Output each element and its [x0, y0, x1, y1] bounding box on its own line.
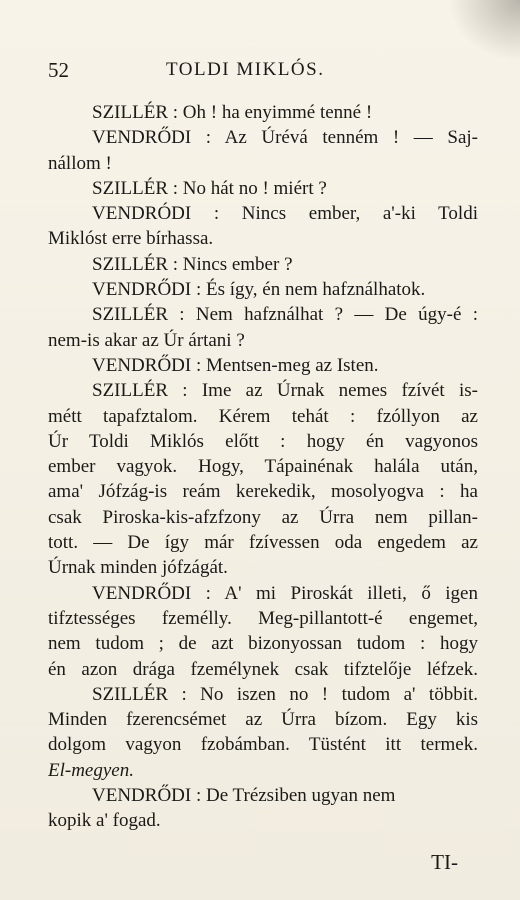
dialogue-line: VENDRŐDI : Mentsen-meg az Isten. — [92, 354, 379, 376]
dialogue-line: SZILLÉR : No hát no ! miért ? — [92, 177, 327, 199]
dialogue-line: VENDRÓDI : Nincs ember, a'-ki Toldi — [92, 203, 478, 225]
page-header — [48, 58, 488, 90]
dialogue-line: SZILLÉR : No iszen no ! tudom a' többit. — [92, 683, 478, 705]
dialogue-line: tifztességes fzemélly. Meg-pillantott-é engemet, — [48, 607, 478, 629]
dialogue-line: métt tapafztalom. Kérem tehát : fzóllyon az — [48, 405, 478, 427]
dialogue-line: csak Piroska-kis-afzfzony az Úrra nem pillan- — [48, 506, 478, 528]
dialogue-line: VENDRŐDI : A' mi Piroskát illeti, ő igen — [92, 582, 478, 604]
dialogue-line: nem-is akar az Úr ártani ? — [48, 329, 245, 351]
dialogue-line: én azon drága fzemélynek csak tifztelője léfzek. — [48, 658, 478, 680]
dialogue-line: ember vagyok. Hogy, Tápainénak halála után, — [48, 456, 478, 478]
dialogue-line: dolgom vagyon fzobámban. Tüstént itt termek. — [48, 734, 478, 756]
dialogue-line: VENDRŐDI : És így, én nem hafználhatok. — [92, 279, 426, 301]
running-title: TOLDI MIKLÓS. — [166, 59, 325, 80]
page-corner-shadow — [450, 0, 520, 60]
dialogue-line: SZILLÉR : Nincs ember ? — [92, 253, 293, 275]
dialogue-line: Minden fzerencsémet az Úrra bízom. Egy kis — [48, 709, 478, 731]
page-number: 52 — [48, 58, 69, 82]
dialogue-line: SZILLÉR : Oh ! ha enyimmé tenné ! — [92, 102, 373, 123]
dialogue-line: SZILLÉR : Nem hafználhat ? — De úgy-é : — [92, 304, 478, 326]
dialogue-line: ama' Jófzág-is reám kerekedik, mosolyogva : ha — [48, 481, 478, 503]
dialogue-line: Úrnak minden jófzágát. — [48, 557, 228, 579]
page-body — [48, 100, 478, 834]
dialogue-line: kopik a' fogad. — [48, 810, 161, 832]
dialogue-line: VENDRŐDI : Az Úrévá tenném ! — Saj- — [92, 127, 478, 149]
catchword: TI- — [431, 850, 458, 874]
dialogue-line: Úr Toldi Miklós előtt : hogy én vagyonos — [48, 430, 478, 452]
dialogue-line: nállom ! — [48, 152, 112, 174]
dialogue-line: nem tudom ; de azt bizonyossan tudom : hogy — [48, 633, 478, 655]
dialogue-line: tott. — De így már fzívessen oda engedem az — [48, 532, 478, 554]
dialogue-line: VENDRŐDI : De Trézsiben ugyan nem — [92, 785, 396, 807]
stage-direction: El-megyen. — [48, 759, 134, 781]
dialogue-line: Miklóst erre bírhassa. — [48, 228, 214, 250]
dialogue-line: SZILLÉR : Ime az Úrnak nemes fzívét is- — [92, 380, 478, 402]
